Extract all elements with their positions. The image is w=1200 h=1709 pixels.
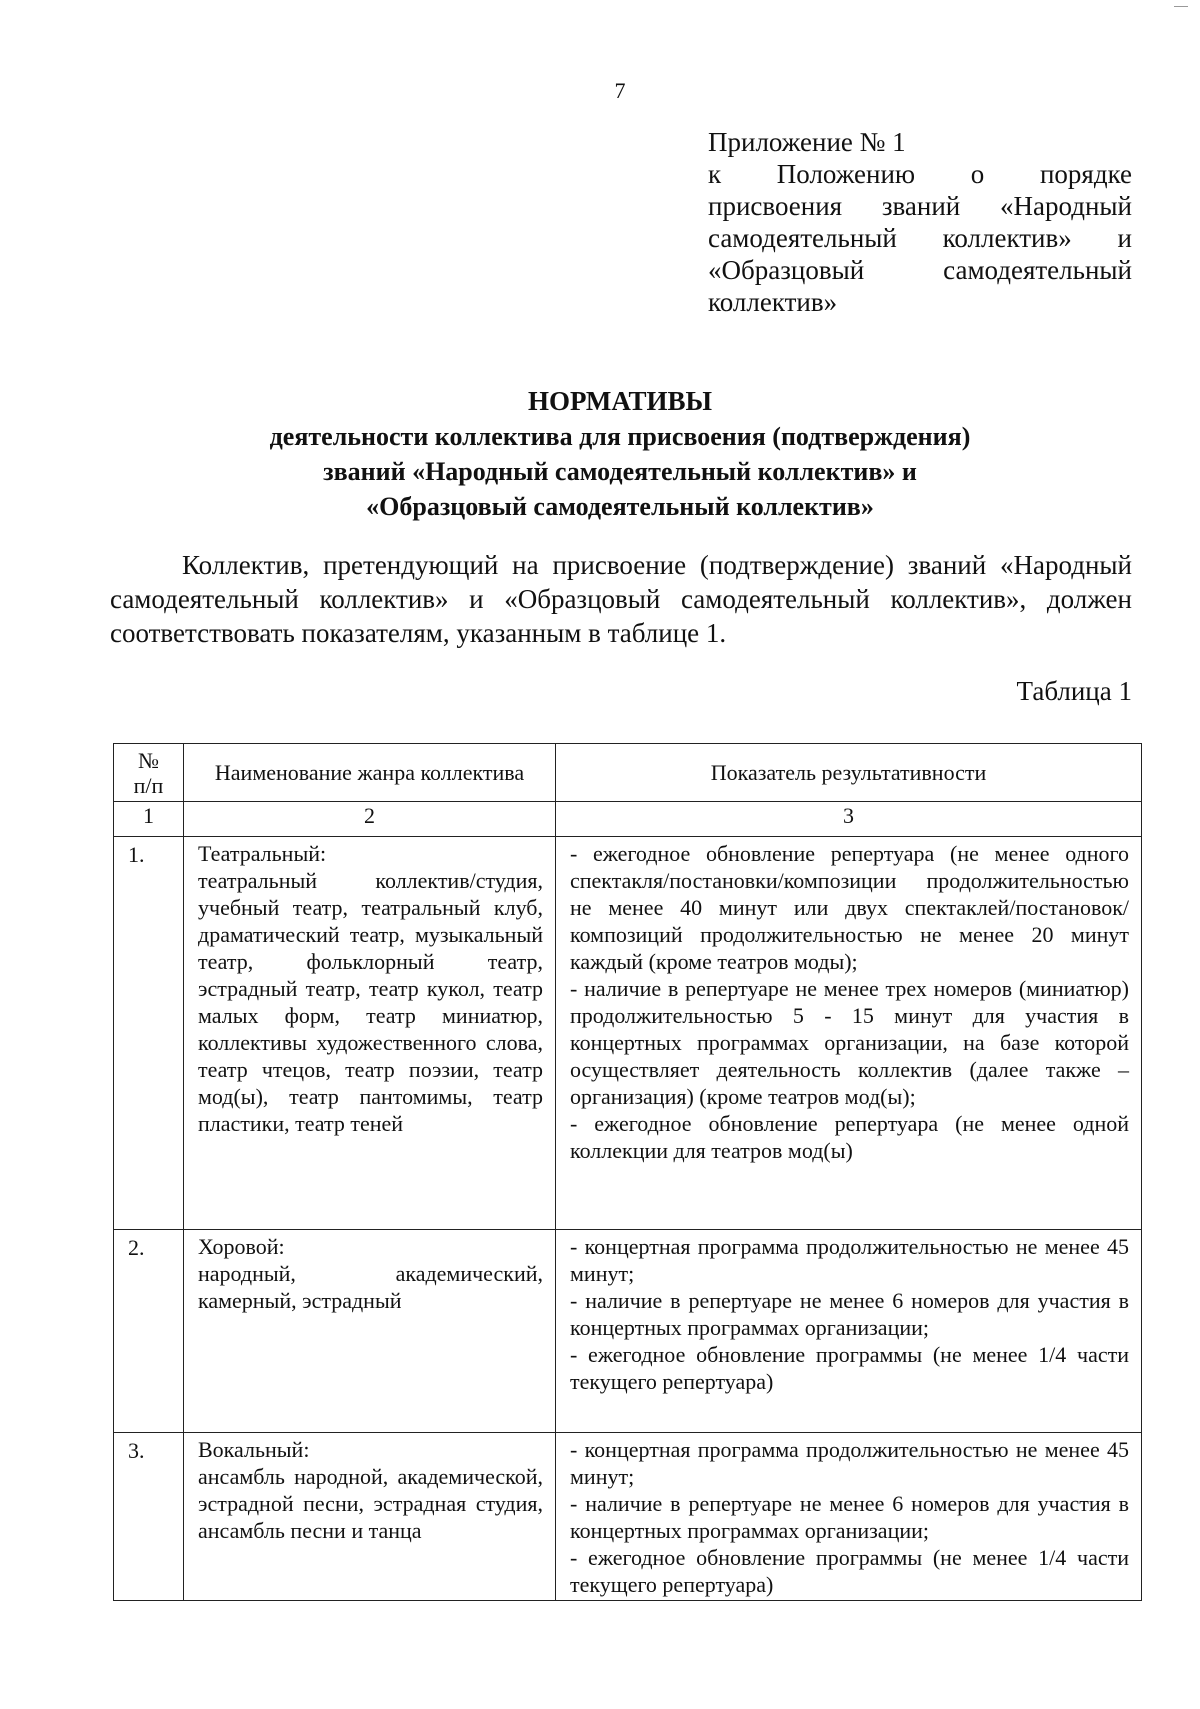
genre-body: народный, академический, камерный, эстрадный	[198, 1261, 543, 1313]
column-number-row	[114, 802, 1142, 837]
indicator-item: - концертная программа продолжительностью не менее 45 минут;	[570, 1234, 1129, 1286]
scan-edge-mark	[1174, 6, 1188, 8]
indicator-cell	[556, 1230, 1142, 1433]
genre-cell	[184, 1433, 556, 1601]
appendix-line: присвоения званий «Народный	[708, 191, 1132, 221]
indicator-item: - ежегодное обновление репертуара (не менее одного спектакля/постановки/композиции продолжительностью не менее 40 минут или двух спектаклей/постановок/композиций продолжительностью не менее 20 минут каждый (кроме театров моды);	[570, 841, 1129, 974]
indicator-item: - ежегодное обновление программы (не менее 1/4 части текущего репертуара)	[570, 1545, 1129, 1597]
header-indicator: Показатель результативности	[556, 744, 1142, 802]
column-number: 2	[184, 802, 556, 837]
appendix-line: к Положению о порядке	[708, 159, 1132, 189]
genre-cell	[184, 1230, 556, 1433]
column-number: 3	[556, 802, 1142, 837]
header-num-symbol: №	[138, 747, 159, 773]
indicator-cell	[556, 1433, 1142, 1601]
table-row	[114, 1230, 1142, 1433]
appendix-line: коллектив»	[708, 287, 838, 317]
header-num-label: п/п	[133, 772, 164, 798]
appendix-line: самодеятельный коллектив» и	[708, 223, 1132, 253]
heading-line: званий «Народный самодеятельный коллектив» и	[323, 457, 917, 486]
row-number: 2.	[114, 1230, 184, 1433]
page-number: 7	[614, 78, 626, 103]
appendix-block	[708, 126, 1132, 318]
heading-line: деятельности коллектива для присвоения (подтверждения)	[269, 422, 971, 451]
indicator-item: - ежегодное обновление репертуара (не менее одной коллекции для театров мод(ы)	[570, 1111, 1129, 1163]
genre-cell	[184, 837, 556, 1230]
genre-body: ансамбль народной, академической, эстрадной песни, эстрадная студия, ансамбль песни и танца	[198, 1464, 543, 1543]
indicator-cell	[556, 837, 1142, 1230]
header-genre: Наименование жанра коллектива	[184, 744, 556, 802]
column-number: 1	[114, 802, 184, 837]
table-row	[114, 837, 1142, 1230]
intro-paragraph: Коллектив, претендующий на присвоение (подтверждение) званий «Народный самодеятельный коллектив» и «Образцовый самодеятельный коллектив», должен соответствовать показателям, указанным в таблице 1.	[110, 550, 1132, 648]
table-caption: Таблица 1	[1016, 676, 1132, 706]
genre-title: Театральный:	[198, 841, 327, 866]
row-number: 3.	[114, 1433, 184, 1601]
norms-table	[113, 743, 1142, 1601]
row-number: 1.	[114, 837, 184, 1230]
document-heading	[110, 384, 1130, 524]
indicator-item: - ежегодное обновление программы (не менее 1/4 части текущего репертуара)	[570, 1342, 1129, 1394]
indicator-item: - концертная программа продолжительностью не менее 45 минут;	[570, 1437, 1129, 1489]
heading-line: «Образцовый самодеятельный коллектив»	[366, 492, 874, 521]
genre-title: Хоровой:	[198, 1234, 285, 1259]
indicator-item: - наличие в репертуаре не менее 6 номеров для участия в концертных программах организации;	[570, 1491, 1129, 1543]
header-num	[114, 744, 184, 802]
table-header-row	[114, 744, 1142, 802]
appendix-line: «Образцовый самодеятельный	[708, 255, 1132, 285]
table-row	[114, 1433, 1142, 1601]
genre-title: Вокальный:	[198, 1437, 310, 1462]
indicator-item: - наличие в репертуаре не менее 6 номеров для участия в концертных программах организации;	[570, 1288, 1129, 1340]
genre-body: театральный коллектив/студия, учебный театр, театральный клуб, драматический театр, музыкальный театр, фольклорный театр, эстрадный театр, театр кукол, театр малых форм, театр миниатюр, коллективы художественного слова, театр чтецов, театр поэзии, театр мод(ы), театр пантомимы, театр пластики, театр теней	[198, 868, 543, 1136]
heading-title: НОРМАТИВЫ	[527, 386, 713, 416]
indicator-item: - наличие в репертуаре не менее трех номеров (миниатюр) продолжительностью 5 - 15 минут для участия в концертных программах организации, на базе которой осуществляет деятельность коллектив (далее также – организация) (кроме театров мод(ы);	[570, 976, 1129, 1109]
appendix-line: Приложение № 1	[708, 127, 906, 157]
